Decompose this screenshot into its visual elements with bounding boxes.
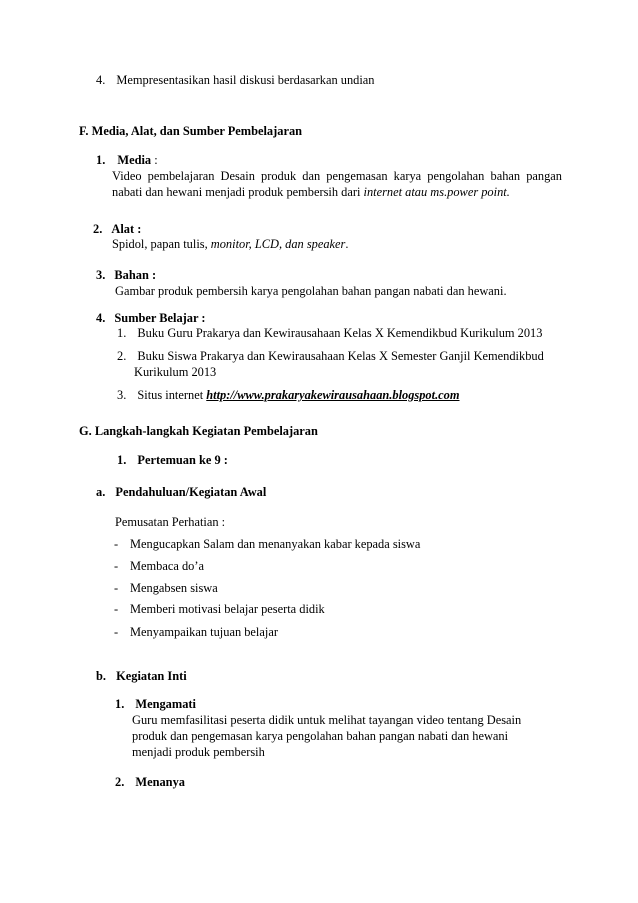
pertemuan-heading <box>117 452 228 468</box>
sumber-number: 4. <box>96 311 106 325</box>
bahan-label: Bahan : <box>114 268 157 282</box>
dash-icon: - <box>114 537 119 551</box>
media-number: 1. <box>96 153 106 167</box>
item-text: Mempresentasikan hasil diskusi berdasarkan undian <box>116 73 375 87</box>
sumber-item-text: Buku Siswa Prakarya dan Kewirausahaan Kelas X Semester Ganjil Kemendikbud <box>137 349 544 363</box>
media-desc-line2 <box>112 184 510 200</box>
alat-desc <box>112 236 348 252</box>
alat-desc-end: . <box>345 237 349 251</box>
sumber-item-text: Situs internet <box>137 388 207 402</box>
bullet-text: Mengabsen siswa <box>130 581 218 595</box>
dash-icon: - <box>114 602 119 616</box>
bullet-item-2 <box>114 558 204 574</box>
sumber-item-number: 3. <box>117 388 127 402</box>
sumber-item-2 <box>117 348 544 364</box>
menanya-label: Menanya <box>135 775 185 789</box>
media-desc-normal: nabati dan hewani menjadi produk pembersih dari <box>112 185 364 199</box>
dash-icon: - <box>114 625 119 639</box>
dash-icon: - <box>114 581 119 595</box>
sumber-item-number: 1. <box>117 326 127 340</box>
bullet-text: Memberi motivasi belajar peserta didik <box>130 602 325 616</box>
media-label: Media <box>117 153 152 167</box>
bahan-number: 3. <box>96 268 106 282</box>
sumber-heading <box>96 310 206 326</box>
kegiatan-inti-heading <box>96 668 187 684</box>
pendahuluan-letter: a. <box>96 485 106 499</box>
alat-number: 2. <box>93 222 103 236</box>
mengamati-line-2: produk dan pengemasan karya pengolahan bahan pangan nabati dan hewani <box>132 729 509 743</box>
sumber-item-text: Buku Guru Prakarya dan Kewirausahaan Kelas X Kemendikbud Kurikulum 2013 <box>137 326 543 340</box>
bullet-text: Mengucapkan Salam dan menanyakan kabar kepada siswa <box>130 537 421 551</box>
alat-desc-normal: Spidol, papan tulis, <box>112 237 211 251</box>
pertemuan-label: Pertemuan ke 9 : <box>137 453 228 467</box>
mengamati-number: 1. <box>115 697 125 711</box>
kegiatan-inti-letter: b. <box>96 669 106 683</box>
list-item-4 <box>96 72 374 88</box>
sumber-item-2-cont: Kurikulum 2013 <box>134 365 217 379</box>
pemusatan-label: Pemusatan Perhatian : <box>115 515 226 529</box>
mengamati-heading <box>115 696 196 712</box>
bullet-text: Membaca do’a <box>130 559 204 573</box>
bullet-item-1 <box>114 536 421 552</box>
section-f-heading: F. Media, Alat, dan Sumber Pembelajaran <box>79 124 303 138</box>
pendahuluan-label: Pendahuluan/Kegiatan Awal <box>115 485 267 499</box>
media-colon: : <box>151 153 158 167</box>
kegiatan-inti-label: Kegiatan Inti <box>116 669 187 683</box>
bullet-text: Menyampaikan tujuan belajar <box>130 625 278 639</box>
pendahuluan-heading <box>96 484 266 500</box>
dash-icon: - <box>114 559 119 573</box>
alat-desc-italic: monitor, LCD, dan speaker <box>210 237 346 251</box>
menanya-number: 2. <box>115 775 125 789</box>
mengamati-label: Mengamati <box>135 697 196 711</box>
bullet-item-4 <box>114 601 325 617</box>
bahan-heading <box>96 267 156 283</box>
bullet-item-5 <box>114 624 278 640</box>
alat-heading <box>93 221 141 237</box>
item-number: 4. <box>96 73 106 87</box>
section-g-heading: G. Langkah-langkah Kegiatan Pembelajaran <box>79 424 318 438</box>
sumber-item-number: 2. <box>117 349 127 363</box>
bullet-item-3 <box>114 580 218 596</box>
bahan-desc: Gambar produk pembersih karya pengolahan bahan pangan nabati dan hewani. <box>115 284 507 298</box>
media-heading <box>96 152 158 168</box>
mengamati-line-1: Guru memfasilitasi peserta didik untuk melihat tayangan video tentang Desain <box>132 713 522 727</box>
media-desc-italic: internet atau ms.power point. <box>363 185 510 199</box>
pertemuan-number: 1. <box>117 453 127 467</box>
website-link[interactable]: http://www.prakaryakewirausahaan.blogspot.com <box>206 388 460 402</box>
sumber-item-3 <box>117 387 460 403</box>
media-desc-line1: Video pembelajaran Desain produk dan pengemasan karya pengolahan bahan pangan <box>112 169 562 183</box>
alat-label: Alat : <box>111 222 142 236</box>
menanya-heading <box>115 774 185 790</box>
sumber-item-1 <box>117 325 542 341</box>
mengamati-line-3: menjadi produk pembersih <box>132 745 265 759</box>
sumber-label: Sumber Belajar : <box>114 311 206 325</box>
